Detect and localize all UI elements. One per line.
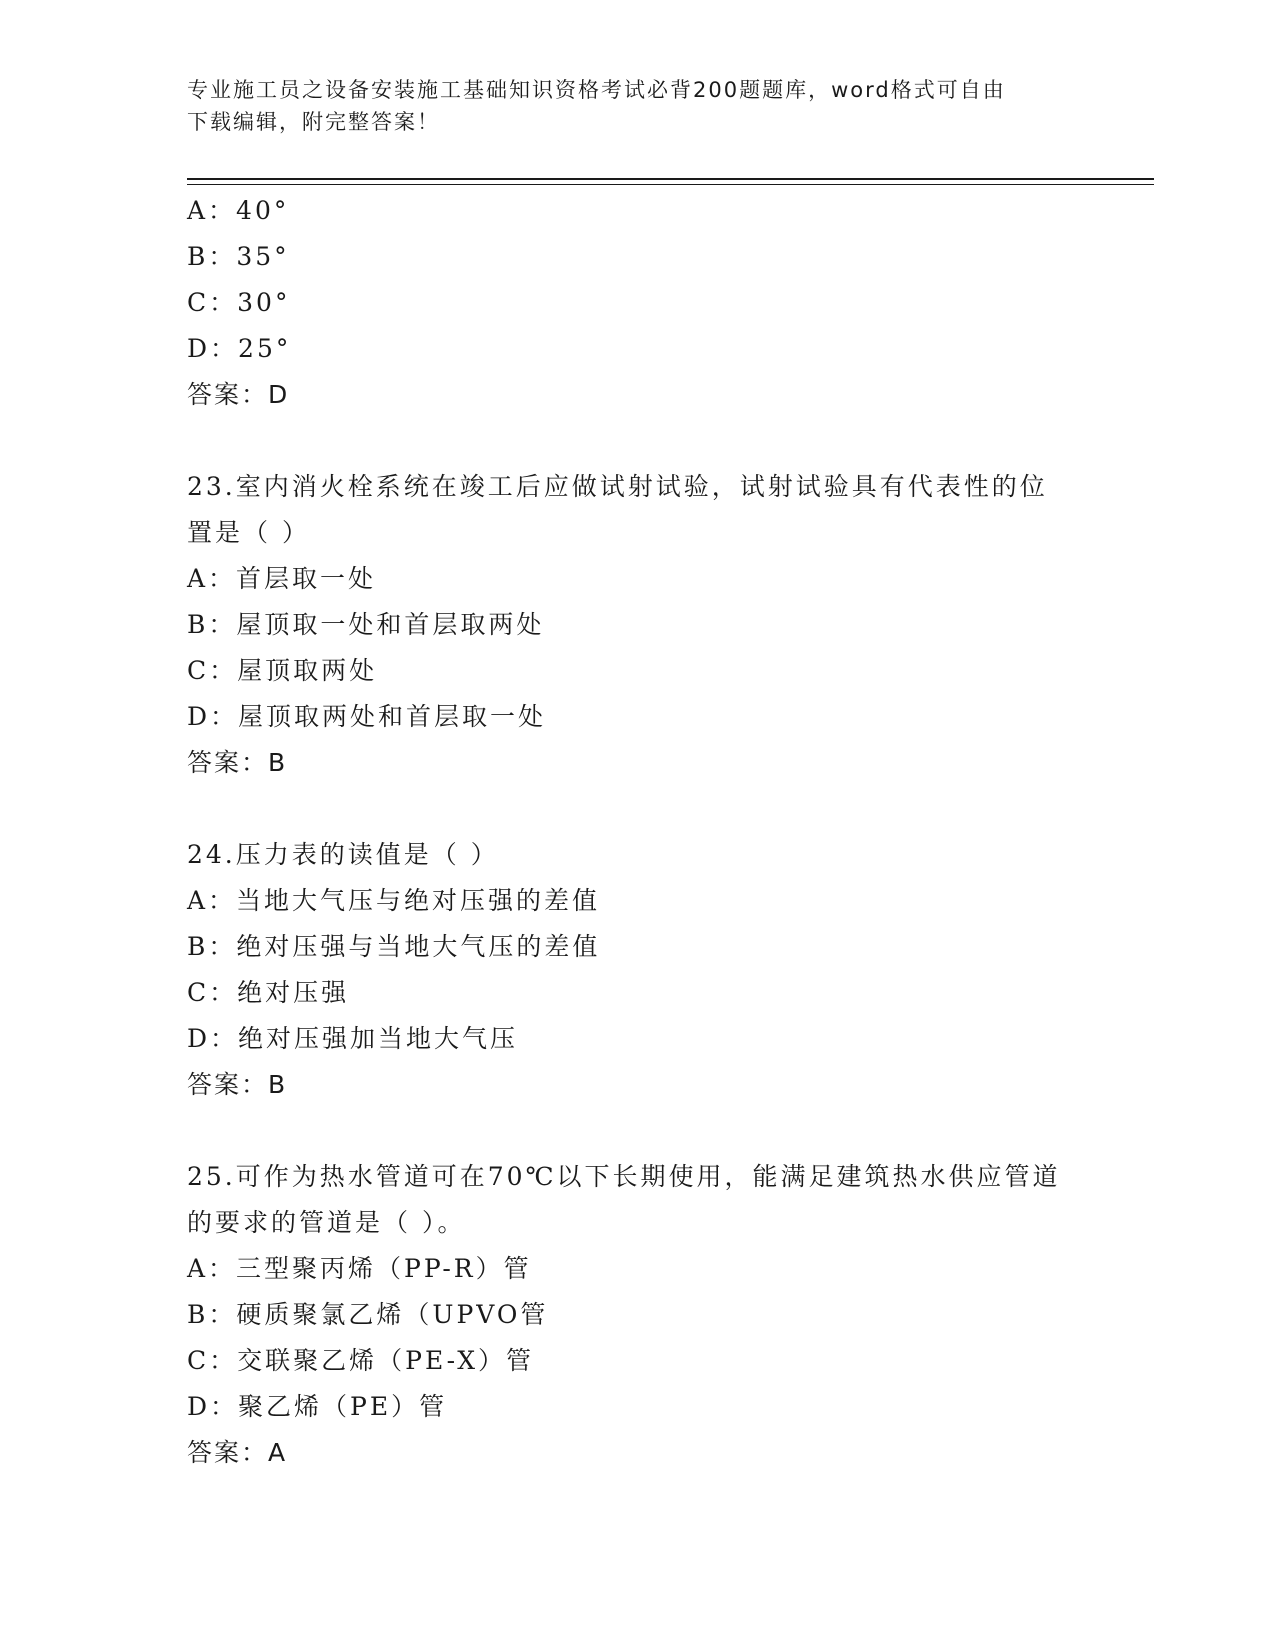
option-c: C：屋顶取两处 — [187, 656, 378, 685]
option-a: A：40° — [187, 196, 290, 225]
header-line-2: 下载编辑，附完整答案！ — [187, 110, 440, 134]
document-header — [187, 74, 1067, 138]
spacer — [187, 418, 1087, 464]
option-c: C：30° — [187, 288, 291, 317]
question-list — [187, 188, 1087, 1476]
option-c: C：交联聚乙烯（PE-X）管 — [187, 1346, 535, 1375]
answer: 答案：A — [187, 1438, 288, 1467]
question-23 — [187, 464, 1087, 786]
header-divider-thick — [187, 178, 1154, 180]
question-stem: 25.可作为热水管道可在70℃以下长期使用，能满足建筑热水供应管道 — [187, 1162, 1061, 1191]
question-stem: 23.室内消火栓系统在竣工后应做试射试验，试射试验具有代表性的位 — [187, 472, 1048, 501]
header-line-1: 专业施工员之设备安装施工基础知识资格考试必背200题题库，word格式可自由 — [187, 78, 1006, 102]
option-a: A：首层取一处 — [187, 564, 377, 593]
question-22 — [187, 188, 1087, 418]
question-stem: 24.压力表的读值是（ ） — [187, 840, 499, 869]
option-d: D：25° — [187, 334, 292, 363]
option-b: B：硬质聚氯乙烯（UPVO管 — [187, 1300, 549, 1329]
option-c: C：绝对压强 — [187, 978, 350, 1007]
question-stem-continued: 置是（ ） — [187, 518, 310, 547]
spacer — [187, 1108, 1087, 1154]
answer: 答案：B — [187, 1070, 288, 1099]
option-d: D：屋顶取两处和首层取一处 — [187, 702, 547, 731]
option-d: D：绝对压强加当地大气压 — [187, 1024, 519, 1053]
question-24 — [187, 832, 1087, 1108]
answer: 答案：D — [187, 380, 290, 409]
option-b: B：屋顶取一处和首层取两处 — [187, 610, 545, 639]
answer: 答案：B — [187, 748, 288, 777]
question-stem-continued: 的要求的管道是（ ）。 — [187, 1208, 466, 1237]
option-b: B：绝对压强与当地大气压的差值 — [187, 932, 601, 961]
spacer — [187, 786, 1087, 832]
option-a: A：三型聚丙烯（PP-R）管 — [187, 1254, 532, 1283]
option-b: B：35° — [187, 242, 290, 271]
header-divider-thin — [187, 184, 1154, 185]
option-d: D：聚乙烯（PE）管 — [187, 1392, 448, 1421]
option-a: A：当地大气压与绝对压强的差值 — [187, 886, 601, 915]
question-25 — [187, 1154, 1087, 1476]
